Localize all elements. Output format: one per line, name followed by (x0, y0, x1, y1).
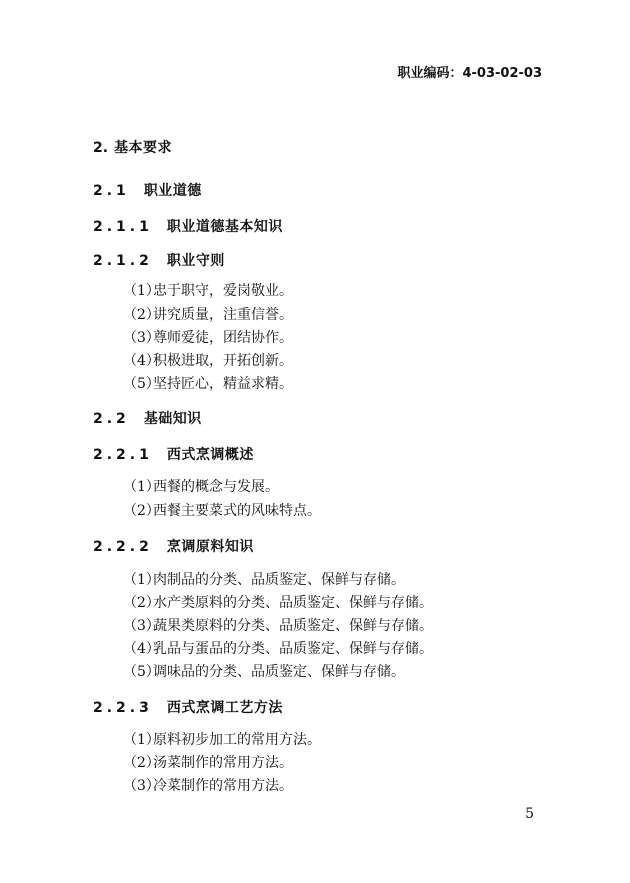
section-number: 2.2.3 (93, 700, 153, 716)
section-number: 2.1.2 (93, 253, 153, 269)
list-item-text: 水产类原料的分类、品质鉴定、保鲜与存储。 (153, 595, 433, 611)
list-item (123, 752, 293, 772)
list-item-text: 原料初步加工的常用方法。 (153, 732, 321, 748)
list-item-number: （1） (123, 572, 160, 588)
list-item-text: 西餐主要菜式的风味特点。 (153, 503, 321, 519)
list-item (123, 373, 293, 393)
list-item (123, 500, 321, 520)
list-item-number: （1） (123, 283, 160, 299)
list-item (123, 476, 279, 496)
section-heading-2-1-1 (93, 216, 283, 236)
occupation-code: 职业编码：4-03-02-03 (397, 66, 542, 81)
list-item-number: （5） (123, 664, 160, 680)
section-title: 职业守则 (166, 253, 225, 269)
list-item-text: 坚持匠心，精益求精。 (153, 376, 293, 392)
list-item-number: （1） (123, 479, 160, 495)
section-heading-2-1 (93, 180, 202, 200)
section-heading-2-2 (93, 408, 202, 428)
list-item (123, 729, 321, 749)
section-number: 2.1.1 (93, 219, 153, 235)
section-title: 基本要求 (114, 140, 173, 156)
list-item-number: （4） (123, 641, 160, 657)
list-item-number: （3） (123, 618, 160, 634)
list-item-number: （3） (123, 778, 160, 794)
list-item (123, 280, 293, 300)
section-number: 2. (93, 140, 109, 156)
section-heading-2-1-2 (93, 250, 225, 270)
list-item-text: 汤菜制作的常用方法。 (153, 755, 293, 771)
list-item-text: 忠于职守，爱岗敬业。 (153, 283, 293, 299)
section-title: 西式烹调概述 (166, 447, 254, 463)
list-item (123, 350, 293, 370)
list-item (123, 638, 433, 658)
section-number: 2.2.1 (93, 447, 153, 463)
section-heading-2-2-1 (93, 444, 254, 464)
list-item-text: 肉制品的分类、品质鉴定、保鲜与存储。 (153, 572, 405, 588)
page-number: 5 (525, 806, 534, 822)
section-title: 基础知识 (143, 411, 202, 427)
list-item-text: 蔬果类原料的分类、品质鉴定、保鲜与存储。 (153, 618, 433, 634)
list-item-number: （1） (123, 732, 160, 748)
list-item-text: 调味品的分类、品质鉴定、保鲜与存储。 (153, 664, 405, 680)
list-item-number: （2） (123, 755, 160, 771)
list-item-number: （2） (123, 307, 160, 323)
section-title: 烹调原料知识 (166, 539, 254, 555)
section-title: 职业道德 (143, 183, 202, 199)
list-item-text: 西餐的概念与发展。 (153, 479, 279, 495)
list-item-text: 讲究质量，注重信誉。 (153, 307, 293, 323)
list-item (123, 327, 293, 347)
list-item-text: 乳品与蛋品的分类、品质鉴定、保鲜与存储。 (153, 641, 433, 657)
section-heading-2-2-3 (93, 697, 283, 717)
list-item-number: （3） (123, 330, 160, 346)
list-item (123, 775, 293, 795)
list-item-text: 冷菜制作的常用方法。 (153, 778, 293, 794)
list-item-number: （2） (123, 595, 160, 611)
section-number: 2.2 (93, 411, 130, 427)
list-item-number: （2） (123, 503, 160, 519)
section-title: 西式烹调工艺方法 (166, 700, 283, 716)
list-item-text: 尊师爱徒，团结协作。 (153, 330, 293, 346)
section-number: 2.1 (93, 183, 130, 199)
section-title: 职业道德基本知识 (166, 219, 283, 235)
section-heading-2-2-2 (93, 536, 254, 556)
list-item (123, 592, 433, 612)
section-heading-2 (93, 137, 172, 157)
section-number: 2.2.2 (93, 539, 153, 555)
list-item-text: 积极进取，开拓创新。 (153, 353, 293, 369)
list-item (123, 615, 433, 635)
list-item (123, 569, 405, 589)
list-item (123, 304, 293, 324)
list-item (123, 661, 405, 681)
list-item-number: （4） (123, 353, 160, 369)
list-item-number: （5） (123, 376, 160, 392)
